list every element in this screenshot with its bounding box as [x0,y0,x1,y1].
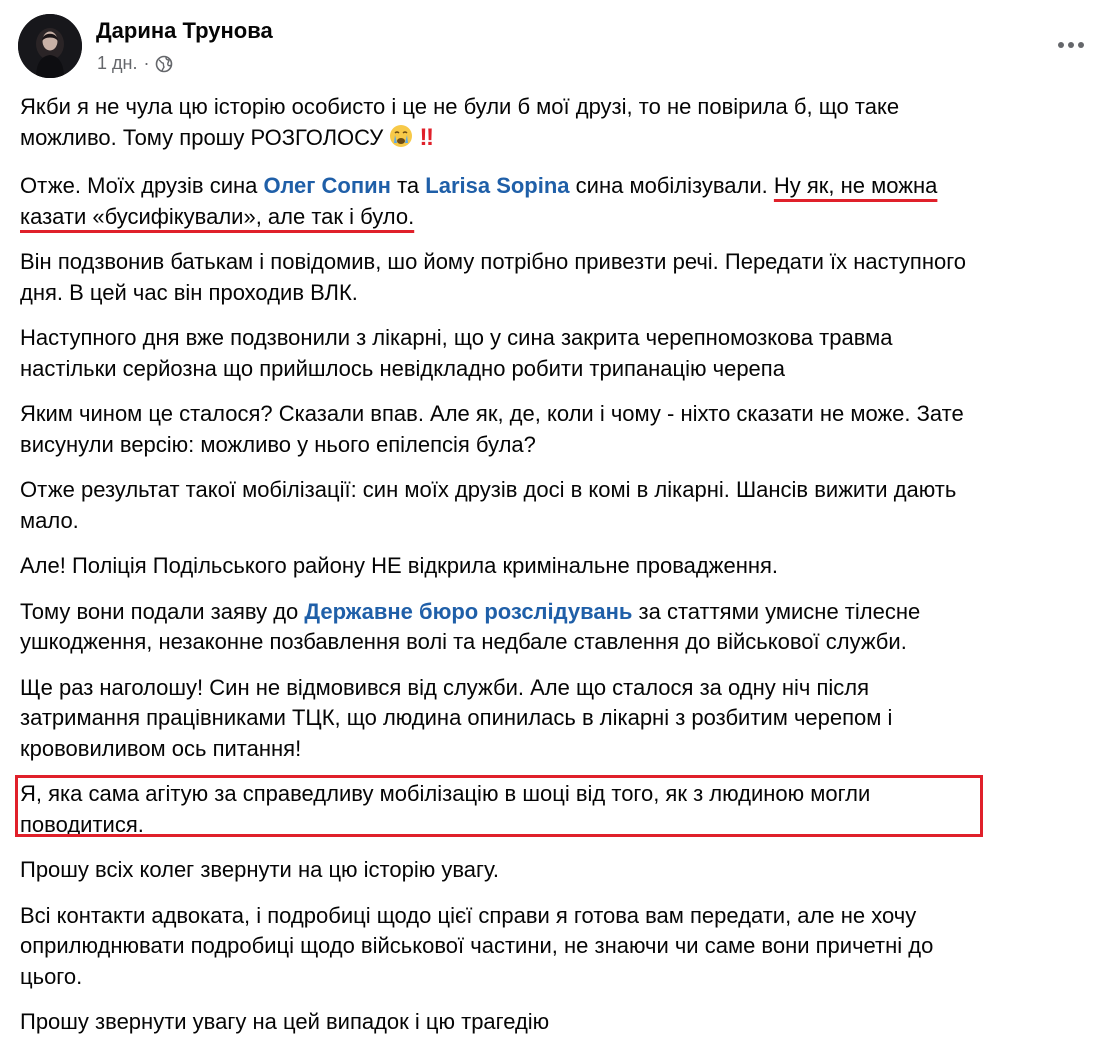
post-paragraph-11 [20,855,1100,886]
p10-line-1: Я, яка сама агітую за справедливу мобілізацію в шоці від того, як з людиною могли [20,781,871,806]
p5-line-1: Яким чином це сталося? Сказали впав. Але як, де, коли і чому - ніхто сказати не може. Зате [20,401,964,426]
p12-line-2: оприлюднювати подробиці щодо військової частини, не знаючи чи саме вони причетні до [20,933,934,958]
post-paragraph-2 [20,171,1100,232]
p2-text-3: сина мобілізували. [569,173,774,198]
p10-line-2: поводитися. [20,811,144,837]
p11-line-1: Прошу всіх колег звернути на цю історію увагу. [20,857,499,882]
post-paragraph-7 [20,551,1100,582]
post-body [20,92,1100,1053]
double-exclamation-mark: ‼ [419,123,433,151]
p8-text-1: Тому вони подали заяву до [20,598,305,624]
p5-line-2: висунули версію: можливо у нього епілепсія була? [20,431,536,457]
post-paragraph-10 [20,779,1100,840]
post-paragraph-6 [20,475,1100,536]
post-header [18,14,1106,84]
p6-line-2: мало. [20,507,79,533]
p8-text-2: за статтями умисне тілесне [632,598,921,624]
p9-line-3: крововиливом ось питання! [20,735,302,761]
p1-line-2: можливо. Тому прошу РОЗГОЛОСУ [20,124,384,150]
p3-line-2: дня. В цей час він проходив ВЛК. [20,279,358,305]
p4-line-1: Наступного дня вже подзвонили з лікарні, що у сина закрита черепномозкова травма [20,325,893,350]
avatar[interactable] [18,14,82,78]
post-paragraph-8 [20,597,1100,658]
p13-line-1: Прошу звернути увагу на цей випадок і цю трагедію [20,1009,550,1034]
mention-link-oleg-sopyn[interactable]: Олег Сопин [263,173,391,198]
post-paragraph-9 [20,673,1100,765]
author-name[interactable]: Дарина Трунова [96,18,273,43]
p2-text-1: Отже. Моїх друзів сина [20,173,264,198]
post-paragraph-3 [20,247,1100,308]
p4-line-2: настільки серйозна що прийшлось невідкладно робити трипанацію черепа [20,355,785,381]
post-timestamp[interactable]: 1 дн. [97,53,138,73]
p2-text-2: та [390,173,426,198]
post-paragraph-12 [20,901,1100,993]
crying-face-emoji [389,124,413,157]
underlined-text-1: Ну як, не можна [773,173,938,198]
p12-line-1: Всі контакти адвоката, і подробиці щодо цієї справи я готова вам передати, але не хочу [20,902,917,928]
p8-line-2: ушкодження, незаконне позбавлення волі та недбале ставлення до військової служби. [20,629,907,654]
globe-icon [155,55,173,73]
p9-line-1: Ще раз наголошу! Син не відмовився від служби. Але що сталося за одну ніч після [20,674,870,700]
meta-separator: · [143,53,150,73]
more-options-icon[interactable] [1056,38,1086,52]
post-paragraph-1 [20,92,1100,156]
p12-line-3: цього. [20,963,83,989]
p7-line-1: Але! Поліція Подільського району НЕ відкрила кримінальне провадження. [20,553,779,578]
mention-link-larisa-sopina[interactable]: Larisa Sopina [425,173,570,198]
p6-line-1: Отже результат такої мобілізації: син моїх друзів досі в комі в лікарні. Шансів вижити дають [20,477,957,502]
post-paragraph-5 [20,399,1100,460]
page-link-state-bureau-of-investigations[interactable]: Державне бюро розслідувань [304,598,633,624]
post-paragraph-13 [20,1007,1100,1038]
underlined-text-2: казати «бусифікували», але так і було. [20,203,415,229]
p9-line-2: затримання працівниками ТЦК, що людина опинилась в лікарні з розбитим черепом і [20,705,893,730]
p1-line-1: Якби я не чула цю історію особисто і це не були б мої друзі, то не повірила б, що таке [20,94,900,119]
post-meta [97,53,173,74]
p3-line-1: Він подзвонив батькам і повідомив, шо йому потрібно привезти речі. Передати їх наступного [20,249,966,274]
post-paragraph-4 [20,323,1100,384]
